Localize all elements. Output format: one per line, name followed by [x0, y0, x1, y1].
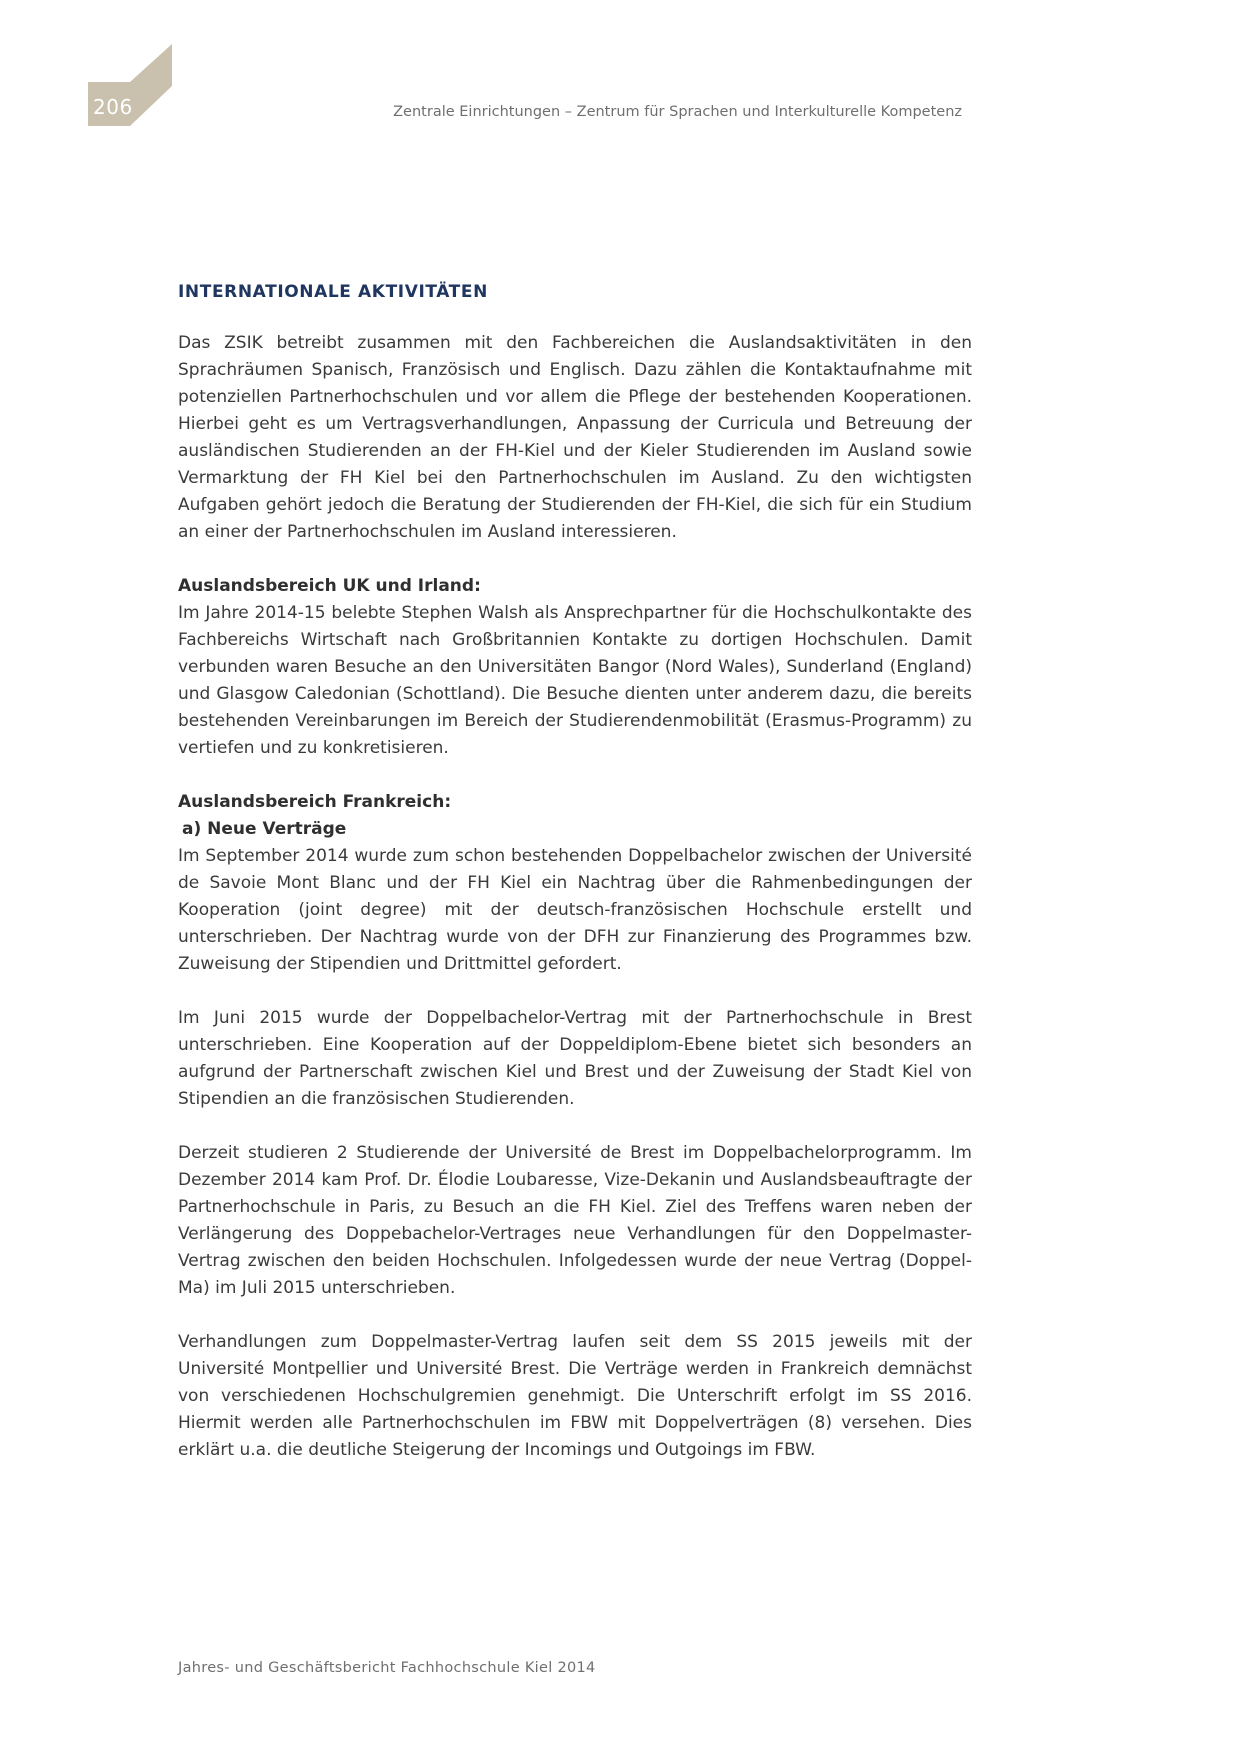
- page-corner-marker: [0, 0, 180, 140]
- page-footer: Jahres- und Geschäftsbericht Fachhochschule Kiel 2014: [178, 1660, 596, 1676]
- france-paragraph-4: Verhandlungen zum Doppelmaster-Vertrag laufen seit dem SS 2015 jeweils mit der Université Montpellier und Université Brest. Die Verträge werden in Frankreich demnächst von verschiedenen Hochschulgremien genehmigt. Die Unterschrift erfolgt im SS 2016. Hiermit werden alle Partnerhochschulen im FBW mit Doppelverträgen (8) versehen. Dies erklärt u.a. die deutliche Steigerung der Incomings und Outgoings im FBW.: [178, 1332, 972, 1460]
- france-subheading: a) Neue Verträge: [182, 819, 347, 839]
- uk-paragraph: Im Jahre 2014-15 belebte Stephen Walsh als Ansprechpartner für die Hochschulkontakte des Fachbereichs Wirtschaft nach Großbritannien Kontakte zu dortigen Hochschulen. Damit verbunden waren Besuche an den Universitäten Bangor (Nord Wales), Sunderland (England) und Glasgow Caledonian (Schottland). Die Besuche dienten unter anderem dazu, die bereits bestehenden Vereinbarungen im Bereich der Studierendenmobilität (Erasmus-Programm) zu vertiefen und zu konkretisieren.: [178, 603, 972, 758]
- uk-heading: Auslandsbereich UK und Irland:: [178, 576, 481, 596]
- main-content: [178, 280, 972, 1464]
- section-title: INTERNATIONALE AKTIVITÄTEN: [178, 282, 488, 302]
- intro-paragraph: Das ZSIK betreibt zusammen mit den Fachbereichen die Auslandsaktivitäten in den Sprachräumen Spanisch, Französisch und Englisch. Dazu zählen die Kontaktaufnahme mit potenziellen Partnerhochschulen und vor allem die Pflege der bestehenden Kooperationen. Hierbei geht es um Vertragsverhandlungen, Anpassung der Curricula und Betreuung der ausländischen Studierenden an der FH-Kiel und der Kieler Studierenden im Ausland sowie Vermarktung der FH Kiel bei den Partnerhochschulen im Ausland. Zu den wichtigsten Aufgaben gehört jedoch die Beratung der Studierenden der FH-Kiel, die sich für ein Studium an einer der Partnerhochschulen im Ausland interessieren.: [178, 333, 972, 542]
- france-paragraph-3: Derzeit studieren 2 Studierende der Université de Brest im Doppelbachelorprogramm. Im Dezember 2014 kam Prof. Dr. Élodie Loubaresse, Vize-Dekanin und Auslandsbeauftragte der Partnerhochschule in Paris, zu Besuch an die FH Kiel. Ziel des Treffens waren neben der Verlängerung des Doppebachelor-Vertrages neue Verhandlungen für den Doppelmaster-Vertrag zwischen den beiden Hochschulen. Infolgedessen wurde der neue Vertrag (Doppel-Ma) im Juli 2015 unterschrieben.: [178, 1143, 972, 1298]
- page-number: 206: [93, 95, 133, 119]
- france-paragraph-2: Im Juni 2015 wurde der Doppelbachelor-Vertrag mit der Partnerhochschule in Brest unterschrieben. Eine Kooperation auf der Doppeldiplom-Ebene bietet sich besonders an aufgrund der Partnerschaft zwischen Kiel und Brest und der Zuweisung der Stadt Kiel von Stipendien an die französischen Studierenden.: [178, 1008, 972, 1109]
- france-heading: Auslandsbereich Frankreich:: [178, 792, 452, 812]
- france-paragraph-1: Im September 2014 wurde zum schon bestehenden Doppelbachelor zwischen der Université de Savoie Mont Blanc und der FH Kiel ein Nachtrag über die Rahmenbedingungen der Kooperation (joint degree) mit der deutsch-französischen Hochschule erstellt und unterschrieben. Der Nachtrag wurde von der DFH zur Finanzierung des Programmes bzw. Zuweisung der Stipendien und Drittmittel gefordert.: [178, 846, 972, 974]
- running-header: Zentrale Einrichtungen – Zentrum für Sprachen und Interkulturelle Kompetenz: [393, 104, 962, 120]
